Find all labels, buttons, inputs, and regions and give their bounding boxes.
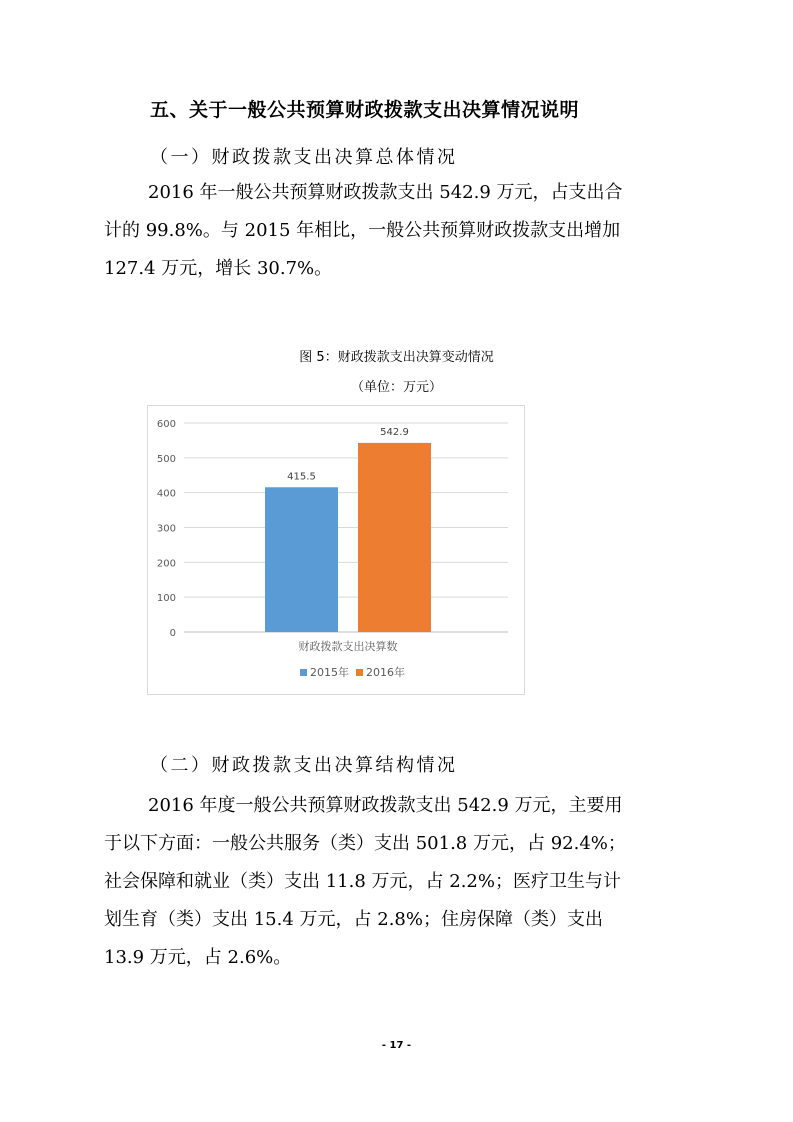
paragraph-line: 计的 99.8%。与 2015 年相比，一般公共预算财政拨款支出增加 — [104, 220, 621, 241]
y-tick-label: 200 — [156, 558, 176, 570]
figure-caption: 图 5：财政拨款支出决算变动情况 — [299, 350, 494, 365]
y-tick-label: 300 — [156, 523, 176, 535]
subsection-title-overall: （一）财政拨款支出决算总体情况 — [150, 147, 458, 168]
y-tick-label: 500 — [156, 453, 176, 465]
y-tick-label: 100 — [156, 593, 176, 605]
legend-label: 2015年 — [310, 666, 349, 679]
paragraph-line: 2016 年一般公共预算财政拨款支出 542.9 万元，占支出合 — [148, 182, 623, 203]
chart-canvas — [148, 406, 524, 694]
figure-unit: （单位：万元） — [350, 380, 442, 395]
paragraph-line: 127.4 万元，增长 30.7%。 — [104, 258, 333, 279]
paragraph-structure — [104, 787, 694, 977]
legend-swatch — [300, 669, 307, 676]
paragraph-line: 于以下方面：一般公共服务（类）支出 501.8 万元，占 92.4%； — [104, 833, 626, 854]
paragraph-overall — [104, 174, 694, 288]
y-tick-label: 600 — [156, 419, 176, 430]
paragraph-line: 社会保障和就业（类）支出 11.8 万元，占 2.2%；医疗卫生与计 — [104, 871, 621, 892]
paragraph-line: 13.9 万元，占 2.6%。 — [104, 947, 292, 968]
bar — [265, 487, 338, 632]
subsection-title-structure: （二）财政拨款支出决算结构情况 — [150, 755, 458, 776]
section-title: 五、关于一般公共预算财政拨款支出决算情况说明 — [150, 99, 580, 121]
paragraph-line: 划生育（类）支出 15.4 万元，占 2.8%；住房保障（类）支出 — [104, 909, 603, 930]
bar-chart — [147, 405, 525, 695]
data-label: 415.5 — [287, 471, 316, 483]
bar — [358, 443, 431, 632]
paragraph-line: 2016 年度一般公共预算财政拨款支出 542.9 万元，主要用 — [148, 795, 623, 816]
y-tick-label: 0 — [169, 628, 176, 639]
x-category-label: 财政拨款支出决算数 — [298, 640, 398, 653]
data-label: 542.9 — [380, 426, 409, 438]
y-tick-label: 400 — [156, 488, 176, 500]
legend-label: 2016年 — [366, 666, 405, 679]
page-number: - 17 - — [381, 1040, 412, 1051]
legend-swatch — [356, 669, 363, 676]
